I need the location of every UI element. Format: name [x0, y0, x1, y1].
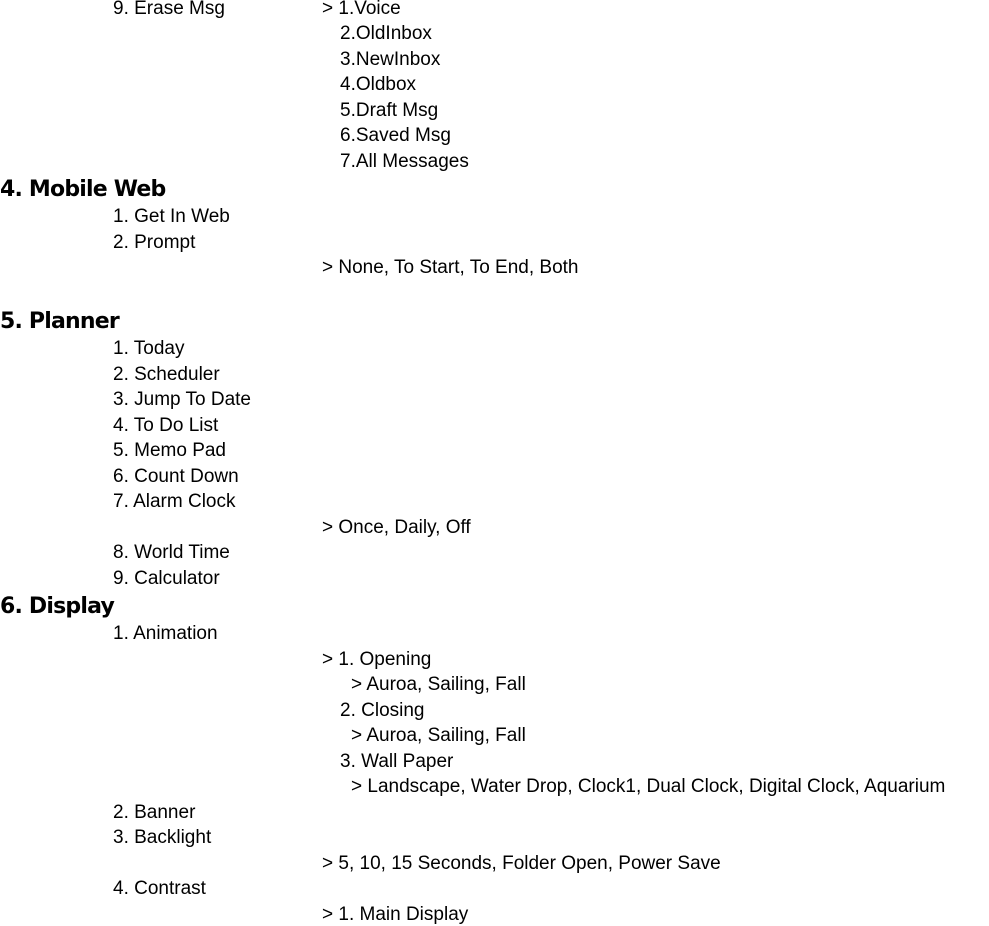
animation-closing: 2. Closing	[340, 700, 425, 721]
display-item-backlight: 3. Backlight	[113, 827, 212, 848]
section-heading-planner: 5. Planner	[0, 309, 119, 334]
erase-msg-item: 9. Erase Msg	[113, 0, 225, 19]
planner-item-scheduler: 2. Scheduler	[113, 364, 220, 385]
mobile-web-item-get-in-web: 1. Get In Web	[113, 206, 230, 227]
prompt-options: > None, To Start, To End, Both	[322, 257, 579, 278]
animation-opening: > 1. Opening	[322, 649, 432, 670]
section-heading-display: 6. Display	[0, 594, 115, 619]
planner-item-calculator: 9. Calculator	[113, 568, 220, 589]
mobile-web-item-prompt: 2. Prompt	[113, 232, 196, 253]
animation-wallpaper-options: > Landscape, Water Drop, Clock1, Dual Clock, Digital Clock, Aquarium	[351, 776, 946, 797]
backlight-options: > 5, 10, 15 Seconds, Folder Open, Power Save	[322, 853, 721, 874]
display-item-contrast: 4. Contrast	[113, 878, 206, 899]
erase-msg-option-oldbox: 4.Oldbox	[340, 74, 417, 95]
animation-wallpaper: 3. Wall Paper	[340, 751, 454, 772]
erase-msg-option-voice: > 1.Voice	[322, 0, 401, 19]
planner-item-alarm-clock: 7. Alarm Clock	[113, 491, 236, 512]
planner-item-world-time: 8. World Time	[113, 542, 230, 563]
planner-item-today: 1. Today	[113, 338, 185, 359]
erase-msg-option-saved: 6.Saved Msg	[340, 125, 451, 146]
planner-item-memo-pad: 5. Memo Pad	[113, 440, 226, 461]
erase-msg-option-draft: 5.Draft Msg	[340, 100, 439, 121]
erase-msg-option-all: 7.All Messages	[340, 151, 469, 172]
display-item-banner: 2. Banner	[113, 802, 196, 823]
erase-msg-option-oldinbox: 2.OldInbox	[340, 23, 432, 44]
erase-msg-option-newinbox: 3.NewInbox	[340, 49, 441, 70]
planner-item-count-down: 6. Count Down	[113, 466, 239, 487]
section-heading-mobile-web: 4. Mobile Web	[0, 177, 166, 202]
display-item-animation: 1. Animation	[113, 623, 218, 644]
animation-opening-options: > Auroa, Sailing, Fall	[351, 674, 526, 695]
planner-item-to-do-list: 4. To Do List	[113, 415, 219, 436]
animation-closing-options: > Auroa, Sailing, Fall	[351, 725, 526, 746]
contrast-options: > 1. Main Display	[322, 904, 469, 925]
planner-item-jump-to-date: 3. Jump To Date	[113, 389, 252, 410]
alarm-clock-options: > Once, Daily, Off	[322, 517, 471, 538]
